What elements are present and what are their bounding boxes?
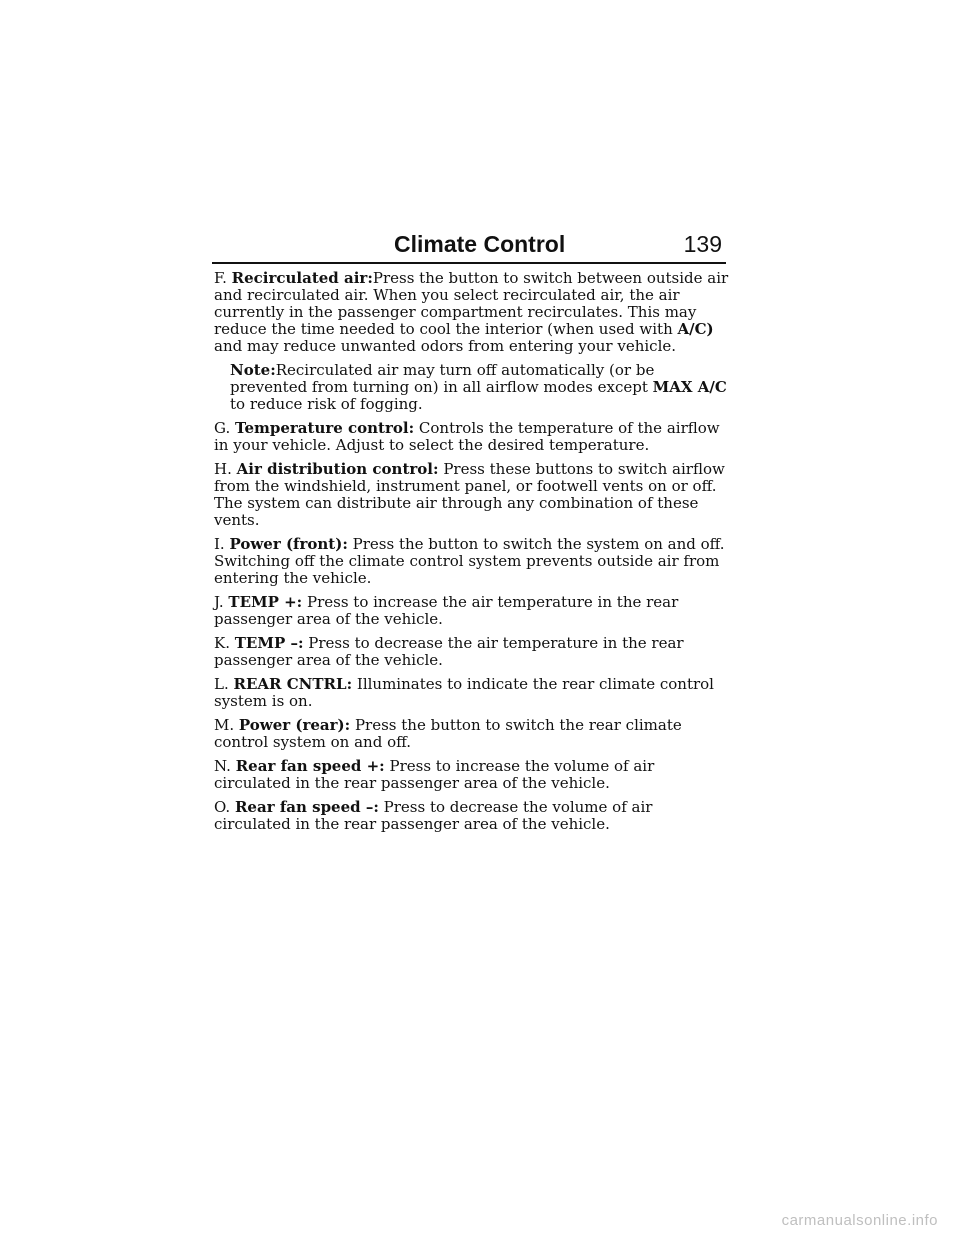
item-term: Recirculated air: <box>231 269 373 287</box>
item-rear-fan-speed-plus <box>214 758 730 792</box>
page-number: 139 <box>683 231 722 257</box>
item-letter: G. <box>214 419 231 437</box>
item-letter: I. <box>214 535 225 553</box>
item-text: Press the button to switch the system on and off. Switching off the climate control system prevents outside air from entering the vehicle. <box>214 535 725 587</box>
item-power-rear <box>214 717 730 751</box>
item-text: Press to increase the volume of air circulated in the rear passenger area of the vehicle. <box>214 757 655 792</box>
item-text: Press to decrease the air temperature in the rear passenger area of the vehicle. <box>214 634 684 669</box>
note-fogging <box>230 362 730 413</box>
item-letter: M. <box>214 716 235 734</box>
item-letter: F. <box>214 269 227 287</box>
item-term: Temperature control: <box>235 419 415 437</box>
item-term: Rear fan speed +: <box>235 757 385 775</box>
item-text: Press the button to switch between outside air and recirculated air. When you select recirculated air, the air currently in the passenger compartment recirculates. This may reduce the time needed to cool the interior (when used with <box>214 269 729 338</box>
item-air-distribution-control <box>214 461 730 529</box>
item-text: Illuminates to indicate the rear climate control system is on. <box>214 675 714 710</box>
item-text: and may reduce unwanted odors from entering your vehicle. <box>214 337 677 355</box>
item-text: Press the button to switch the rear climate control system on and off. <box>214 716 682 751</box>
item-temperature-control <box>214 420 730 454</box>
item-term: TEMP –: <box>234 634 304 652</box>
section-title: Climate Control <box>394 231 566 257</box>
item-letter: K. <box>214 634 230 652</box>
item-text: Press to increase the air temperature in the rear passenger area of the vehicle. <box>214 593 679 628</box>
item-term: Power (rear): <box>238 716 351 734</box>
item-letter: J. <box>214 593 224 611</box>
item-emphasis: A/C) <box>677 320 714 338</box>
item-term: Power (front): <box>229 535 348 553</box>
item-recirculated-air <box>214 270 730 355</box>
page-header <box>212 226 726 264</box>
item-rear-fan-speed-minus <box>214 799 730 833</box>
item-term: Air distribution control: <box>236 460 439 478</box>
item-term: TEMP +: <box>228 593 303 611</box>
note-text: Recirculated air may turn off automatically (or be prevented from turning on) in all airflow modes except <box>230 361 655 396</box>
item-text: Controls the temperature of the airflow in your vehicle. Adjust to select the desired temperature. <box>214 419 720 454</box>
item-temp-minus <box>214 635 730 669</box>
item-text: Press to decrease the volume of air circulated in the rear passenger area of the vehicle. <box>214 798 653 833</box>
item-letter: H. <box>214 460 232 478</box>
page-content <box>214 270 730 840</box>
item-letter: L. <box>214 675 229 693</box>
item-temp-plus <box>214 594 730 628</box>
note-emphasis: MAX A/C <box>652 378 727 396</box>
item-text: Press these buttons to switch airflow from the windshield, instrument panel, or footwell vents on or off. The system can distribute air through any combination of these vents. <box>214 460 725 529</box>
item-letter: O. <box>214 798 231 816</box>
note-label: Note: <box>230 361 276 379</box>
item-rear-cntrl <box>214 676 730 710</box>
note-text: to reduce risk of fogging. <box>230 395 423 413</box>
item-term: Rear fan speed –: <box>234 798 379 816</box>
watermark: carmanualsonline.info <box>781 1212 938 1229</box>
item-term: REAR CNTRL: <box>233 675 353 693</box>
item-power-front <box>214 536 730 587</box>
item-letter: N. <box>214 757 231 775</box>
